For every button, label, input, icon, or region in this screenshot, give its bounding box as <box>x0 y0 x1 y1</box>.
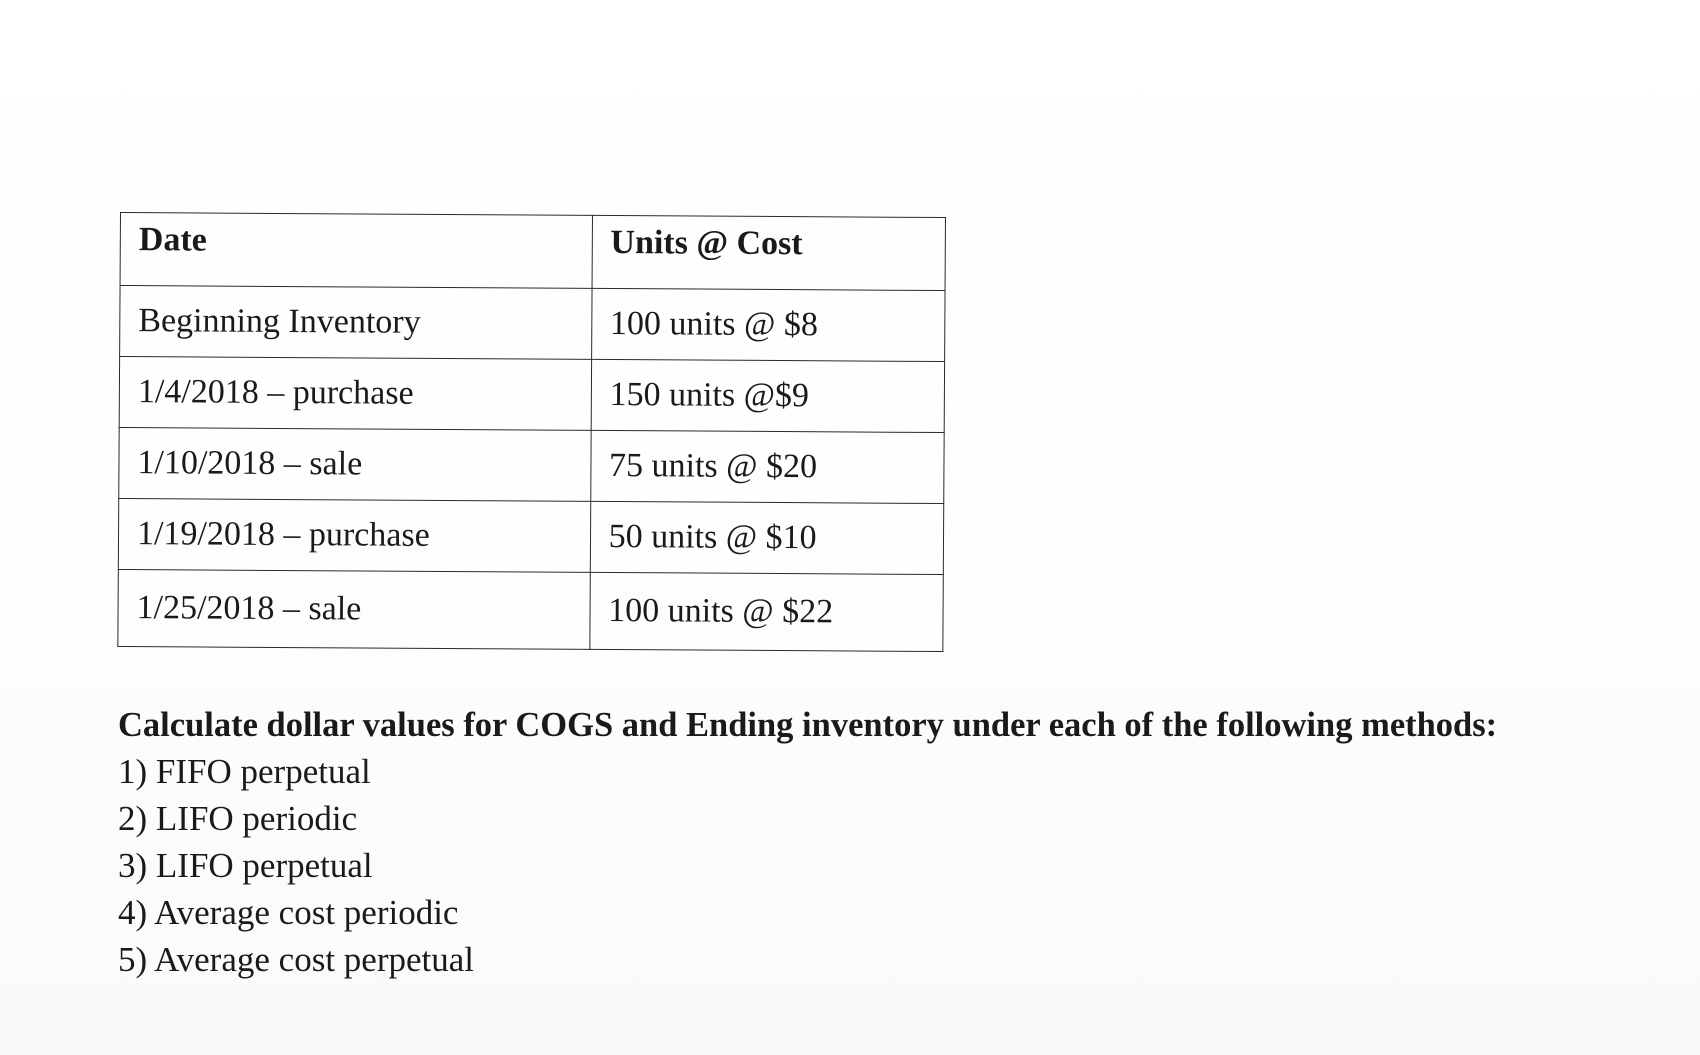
inventory-table <box>117 212 946 652</box>
row-date: 1/10/2018 – sale <box>119 427 591 501</box>
row-units-cost: 50 units @ $10 <box>590 501 944 574</box>
question-prompt: Calculate dollar values for COGS and Ending inventory under each of the following methods: <box>118 706 1498 744</box>
header-date: Date <box>120 213 592 289</box>
table-row <box>119 427 944 503</box>
row-date: Beginning Inventory <box>120 286 592 360</box>
row-date: 1/19/2018 – purchase <box>118 498 590 572</box>
method-item: 4) Average cost periodic <box>118 893 459 932</box>
table-header-row <box>120 213 945 291</box>
table-row <box>119 357 944 433</box>
method-item: 3) LIFO perpetual <box>118 846 373 885</box>
row-units-cost: 150 units @$9 <box>591 359 945 432</box>
question-block <box>118 702 1678 983</box>
header-units-cost: Units @ Cost <box>592 215 946 290</box>
row-date: 1/4/2018 – purchase <box>119 357 591 431</box>
methods-list <box>118 748 1678 983</box>
table-row <box>118 498 943 574</box>
row-units-cost: 75 units @ $20 <box>590 430 944 503</box>
method-item: 1) FIFO perpetual <box>118 752 371 791</box>
table-row <box>118 569 943 651</box>
row-units-cost: 100 units @ $22 <box>589 572 943 651</box>
row-units-cost: 100 units @ $8 <box>591 288 945 361</box>
method-item: 5) Average cost perpetual <box>118 940 474 979</box>
table-row <box>120 286 945 362</box>
method-item: 2) LIFO periodic <box>118 799 358 838</box>
row-date: 1/25/2018 – sale <box>118 569 590 649</box>
